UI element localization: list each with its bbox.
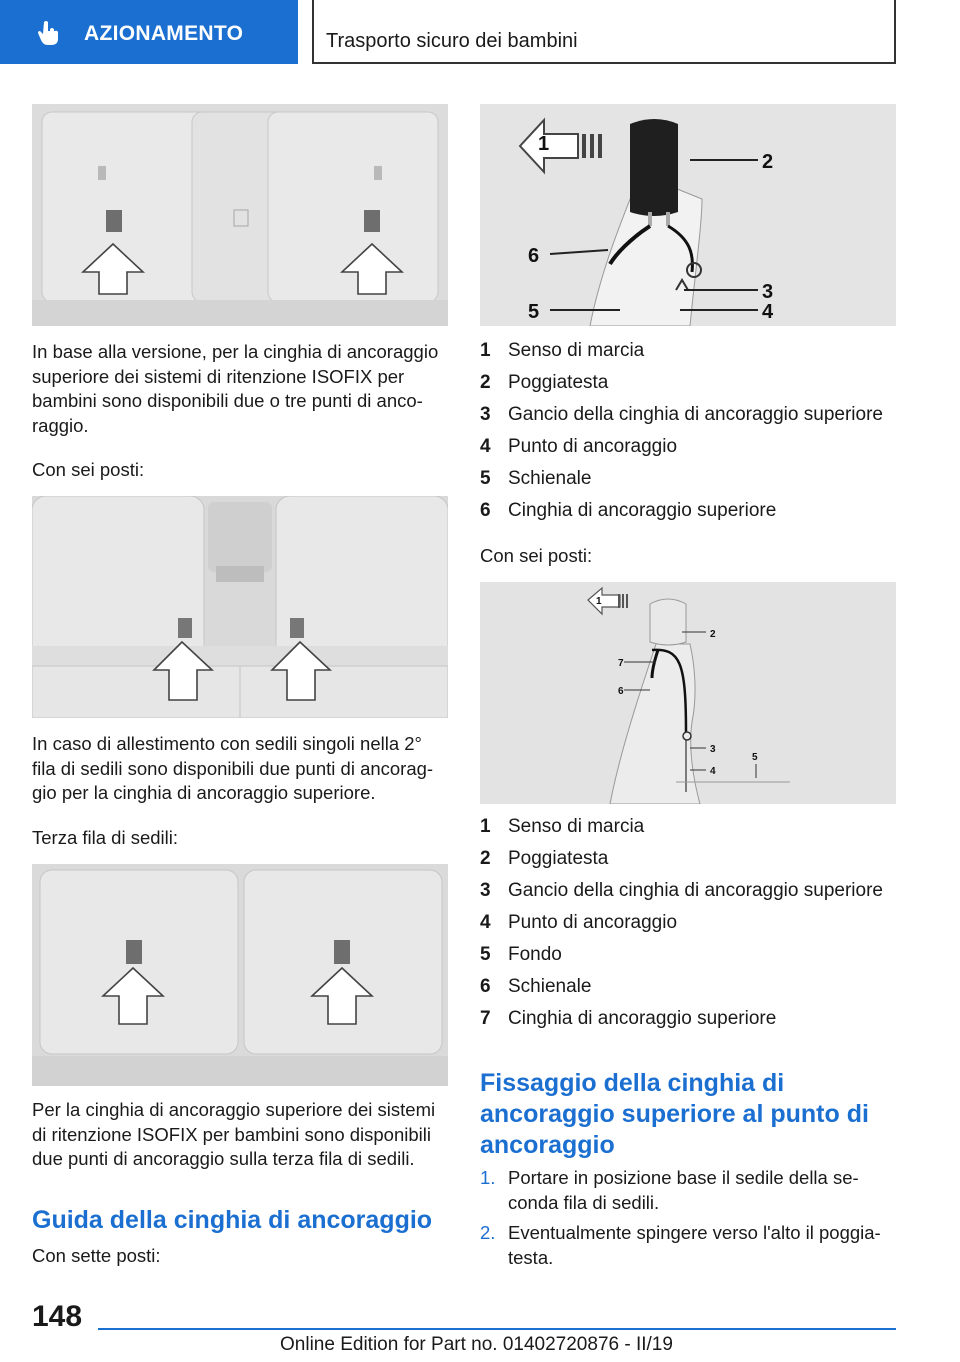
legend-item (480, 500, 900, 532)
heading-strap-guide: Guida della cinghia di ancoraggio (32, 1206, 433, 1234)
legend-text: Gancio della cinghia di ancoraggio superiore (508, 404, 883, 425)
step-item (480, 1166, 900, 1215)
page-number: 148 (32, 1300, 83, 1333)
legend-text: Gancio della cinghia di ancoraggio superiore (508, 880, 883, 901)
legend-text: Schienale (508, 468, 592, 489)
legend-six-seats (480, 816, 900, 1040)
step-text: Eventualmente spingere verso l'alto il poggia‐ testa. (508, 1222, 881, 1268)
legend-item (480, 340, 900, 372)
legend-number: 6 (480, 976, 491, 997)
legend-item (480, 436, 900, 468)
legend-text: Schienale (508, 976, 592, 997)
legend-number: 7 (480, 1008, 491, 1029)
diagram1-label-1: 1 (538, 133, 550, 155)
diagram2-label-4: 4 (710, 766, 716, 777)
figure-strap-diagram-six-seats (480, 582, 896, 804)
legend-number: 5 (480, 944, 491, 965)
paragraph-six-seats-left: Con sei posti: (32, 459, 145, 480)
diagram1-label-4: 4 (762, 301, 774, 323)
footer-divider (98, 1328, 896, 1330)
heading-strap-fastening: Fissaggio della cinghia di ancoraggio superiore al punto di ancoraggio (480, 1069, 869, 1159)
paragraph-six-seats-right: Con sei posti: (480, 545, 593, 566)
diagram1-label-2: 2 (762, 151, 774, 173)
diagram2-label-1: 1 (596, 596, 602, 607)
section-label: AZIONAMENTO (84, 22, 244, 45)
figure-strap-diagram-seven-seats (480, 104, 896, 326)
legend-item (480, 404, 900, 436)
legend-text: Fondo (508, 944, 562, 965)
diagram2-label-2: 2 (710, 629, 716, 640)
legend-item (480, 880, 900, 912)
legend-number: 4 (480, 912, 491, 933)
step-text: Portare in posizione base il sedile della se‐ conda fila di sedili. (508, 1167, 859, 1213)
legend-item (480, 912, 900, 944)
legend-number: 3 (480, 880, 491, 901)
section-tab[interactable] (0, 0, 298, 64)
diagram2-label-7: 7 (618, 658, 624, 669)
diagram2-label-3: 3 (710, 744, 716, 755)
legend-text: Poggiatesta (508, 372, 609, 393)
legend-number: 3 (480, 404, 491, 425)
legend-item (480, 816, 900, 848)
legend-seven-seats (480, 340, 900, 532)
diagram1-label-3: 3 (762, 281, 774, 303)
figure-second-row-anchors (32, 496, 448, 718)
paragraph-third-row: Terza fila di sedili: (32, 827, 179, 848)
legend-item (480, 944, 900, 976)
paragraph-seven-seats: Con sette posti: (32, 1245, 161, 1266)
paragraph-third-row-anchors: Per la cinghia di ancoraggio superiore dei sistemi di ritenzione ISOFIX per bambini sono disponibili due punti di ancoraggio sulla terza fila di sedili. (32, 1099, 436, 1169)
legend-item (480, 372, 900, 404)
paragraph-single-seats: In caso di allestimento con sedili singoli nella 2° fila di sedili sono disponibili due punti di ancorag‐ gio per la cinghia di ancoraggio superiore. (32, 733, 434, 803)
legend-number: 1 (480, 340, 491, 361)
legend-number: 6 (480, 500, 491, 521)
legend-number: 1 (480, 816, 491, 837)
legend-text: Poggiatesta (508, 848, 609, 869)
legend-item (480, 848, 900, 880)
figure-third-row-seats (32, 864, 448, 1086)
legend-text: Senso di marcia (508, 340, 645, 361)
legend-item (480, 976, 900, 1008)
figure-third-row-anchors (32, 104, 448, 326)
legend-text: Senso di marcia (508, 816, 645, 837)
paragraph-intro: In base alla versione, per la cinghia di ancoraggio superiore dei sistemi di ritenzione ISOFIX per bambini sono disponibili due o tre punti di anco‐ raggio. (32, 341, 439, 436)
legend-number: 2 (480, 848, 491, 869)
legend-item (480, 1008, 900, 1040)
legend-number: 4 (480, 436, 491, 457)
hand-pointer-icon (34, 18, 64, 48)
steps-list (480, 1166, 900, 1276)
diagram2-label-5: 5 (752, 752, 758, 763)
legend-text: Punto di ancoraggio (508, 912, 678, 933)
legend-number: 2 (480, 372, 491, 393)
legend-number: 5 (480, 468, 491, 489)
step-number: 2. (480, 1222, 496, 1243)
step-item (480, 1221, 900, 1270)
legend-text: Cinghia di ancoraggio superiore (508, 1008, 777, 1029)
diagram1-label-5: 5 (528, 301, 540, 323)
legend-item (480, 468, 900, 500)
legend-text: Punto di ancoraggio (508, 436, 678, 457)
footer-edition: Online Edition for Part no. 01402720876 - II/19 (280, 1334, 673, 1355)
step-number: 1. (480, 1167, 496, 1188)
diagram1-label-6: 6 (528, 245, 540, 267)
diagram2-label-6: 6 (618, 686, 624, 697)
legend-text: Cinghia di ancoraggio superiore (508, 500, 777, 521)
chapter-title: Trasporto sicuro dei bambini (326, 30, 578, 52)
